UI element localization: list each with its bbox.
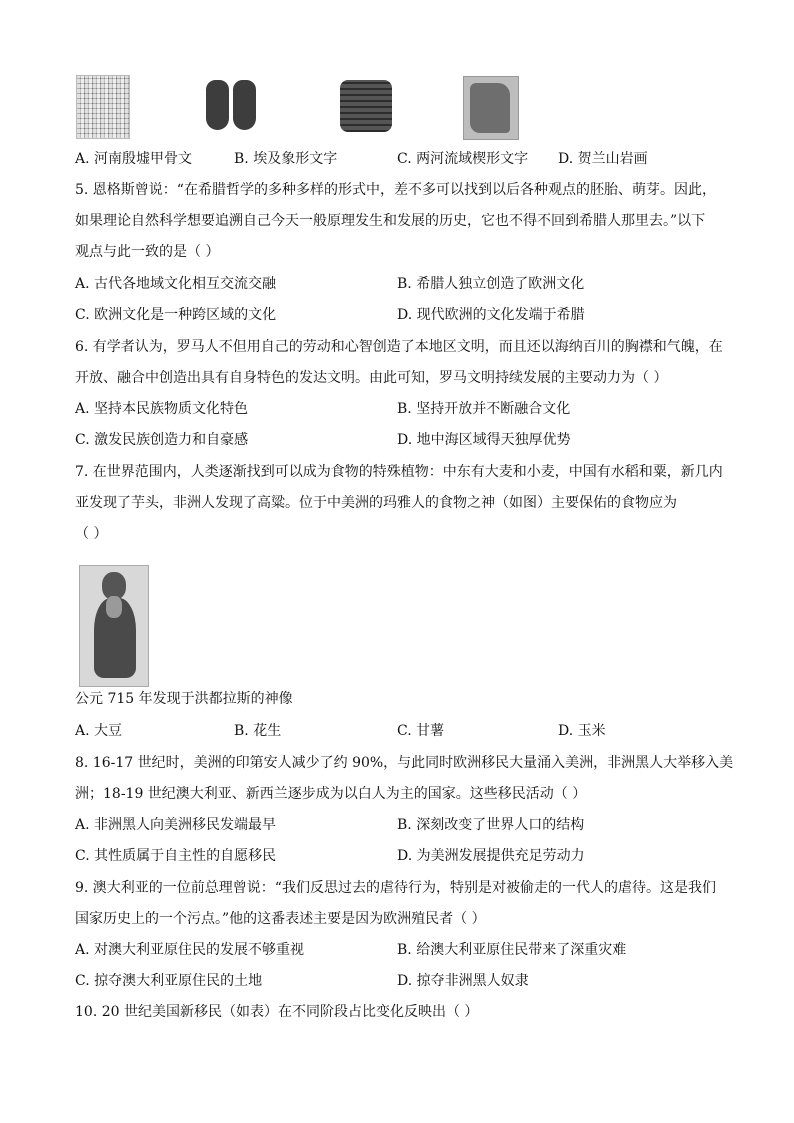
q10-stem-line-1: 10. 20 世纪美国新移民（如表）在不同阶段占比变化反映出（ ） — [75, 1004, 479, 1020]
q6-option-b[interactable]: B. 坚持开放并不断融合文化 — [397, 401, 571, 417]
q7-option-c[interactable]: C. 甘薯 — [397, 723, 445, 739]
q6-option-a[interactable]: A. 坚持本民族物质文化特色 — [75, 401, 249, 417]
q8-option-a[interactable]: A. 非洲黑人向美洲移民发端最早 — [75, 817, 277, 833]
q5-stem-line-1: 5. 恩格斯曾说：“在希腊哲学的多种多样的形式中，差不多可以找到以后各种观点的胚胎、萌芽。因此， — [75, 182, 716, 198]
q7-stem-line-2: 亚发现了芋头，非洲人发现了高粱。位于中美洲的玛雅人的食物之神（如图）主要保佑的食物应为 — [75, 495, 677, 511]
q6-stem-line-2: 开放、融合中创造出具有自身特色的发达文明。由此可知，罗马文明持续发展的主要动力为（ ） — [75, 370, 668, 386]
q6-stem-line-1: 6. 有学者认为，罗马人不但用自己的劳动和心智创造了本地区文明，而且还以海纳百川的胸襟和气魄，在 — [75, 339, 723, 355]
q8-option-c[interactable]: C. 其性质属于自主性的自愿移民 — [75, 848, 277, 864]
q5-option-c[interactable]: C. 欧洲文化是一种跨区域的文化 — [75, 307, 277, 323]
oracle-bone-image — [76, 75, 130, 139]
q8-stem-line-1: 8. 16-17 世纪时，美洲的印第安人减少了约 90%，与此同时欧洲移民大量涌入美洲，非洲黑人大举移入美 — [75, 755, 734, 771]
q9-option-d[interactable]: D. 掠夺非洲黑人奴隶 — [397, 973, 529, 989]
q5-option-d[interactable]: D. 现代欧洲的文化发端于希腊 — [397, 307, 585, 323]
q4-option-b[interactable]: B. 埃及象形文字 — [234, 151, 338, 167]
q7-image-caption: 公元 715 年发现于洪都拉斯的神像 — [75, 691, 293, 707]
rock-shape — [470, 83, 510, 133]
q5-stem-line-3: 观点与此一致的是（ ） — [75, 244, 220, 260]
q9-stem-line-1: 9. 澳大利亚的一位前总理曾说：“我们反思过去的虐待行为，特别是对被偷走的一代人的虐待。这是我们 — [75, 880, 716, 896]
q4-option-d[interactable]: D. 贺兰山岩画 — [558, 151, 648, 167]
palette-left-shape — [206, 80, 229, 130]
q6-option-d[interactable]: D. 地中海区域得天独厚优势 — [397, 432, 571, 448]
q4-option-c[interactable]: C. 两河流域楔形文字 — [397, 151, 529, 167]
q4-option-a[interactable]: A. 河南殷墟甲骨文 — [75, 151, 193, 167]
q7-stem-line-3: （ ） — [75, 526, 108, 542]
q9-option-b[interactable]: B. 给澳大利亚原住民带来了深重灾难 — [397, 942, 627, 958]
q9-option-a[interactable]: A. 对澳大利亚原住民的发展不够重视 — [75, 942, 305, 958]
q7-option-b[interactable]: B. 花生 — [234, 723, 282, 739]
q5-option-b[interactable]: B. 希腊人独立创造了欧洲文化 — [397, 276, 585, 292]
q8-option-d[interactable]: D. 为美洲发展提供充足劳动力 — [397, 848, 585, 864]
tablet-shape — [340, 80, 392, 132]
q9-stem-line-2: 国家历史上的一个污点。”他的这番表述主要是因为欧洲殖民者（ ） — [75, 911, 486, 927]
helan-rock-painting-image — [463, 76, 519, 140]
q5-option-a[interactable]: A. 古代各地域文化相互交流交融 — [75, 276, 277, 292]
q6-option-c[interactable]: C. 激发民族创造力和自豪感 — [75, 432, 249, 448]
q5-stem-line-2: 如果理论自然科学想要追溯自己今天一般原理发生和发展的历史，它也不得不回到希腊人那里去。”以下 — [75, 213, 706, 229]
maya-god-statue-image — [79, 565, 149, 687]
cuneiform-tablet-image — [334, 76, 398, 136]
q8-stem-line-2: 洲；18-19 世纪澳大利亚、新西兰逐步成为以白人为主的国家。这些移民活动（ ） — [75, 786, 587, 802]
q9-option-c[interactable]: C. 掠夺澳大利亚原住民的土地 — [75, 973, 263, 989]
egyptian-palette-image — [204, 76, 260, 136]
statue-face-shape — [106, 596, 122, 618]
q7-option-a[interactable]: A. 大豆 — [75, 723, 123, 739]
palette-right-shape — [233, 80, 256, 130]
q7-stem-line-1: 7. 在世界范围内，人类逐渐找到可以成为食物的特殊植物：中东有大麦和小麦，中国有水稻和粟，新几内 — [75, 464, 723, 480]
q8-option-b[interactable]: B. 深刻改变了世界人口的结构 — [397, 817, 585, 833]
q7-option-d[interactable]: D. 玉米 — [558, 723, 606, 739]
